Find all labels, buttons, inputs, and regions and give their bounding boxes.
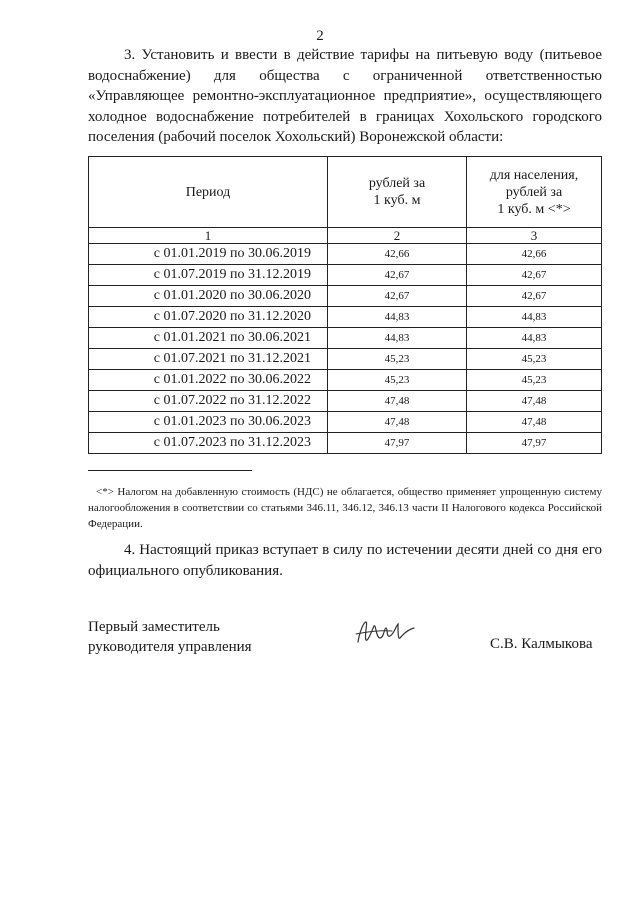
rub-cell: 45,23: [328, 349, 467, 370]
period-cell: с 01.07.2023 по 31.12.2023: [89, 433, 328, 454]
period-cell: с 01.07.2019 по 31.12.2019: [89, 265, 328, 286]
header-rub-line1: рублей за: [368, 176, 426, 191]
header-population: [467, 157, 602, 228]
header-rub-line2: 1 куб. м: [373, 193, 421, 208]
period-cell: с 01.01.2022 по 30.06.2022: [89, 370, 328, 391]
column-number: 2: [328, 228, 467, 244]
signatory-title-line1: Первый заместитель: [88, 619, 220, 635]
period-cell: с 01.01.2021 по 30.06.2021: [89, 328, 328, 349]
rub-cell: 45,23: [328, 370, 467, 391]
header-rub-per-m3: [328, 157, 467, 228]
period-cell: с 01.01.2023 по 30.06.2023: [89, 412, 328, 433]
population-cell: 47,48: [467, 412, 602, 433]
period-cell: с 01.07.2022 по 31.12.2022: [89, 391, 328, 412]
table-row: [89, 286, 602, 307]
page-number: 2: [316, 28, 324, 44]
table-row: [89, 328, 602, 349]
population-cell: 47,48: [467, 391, 602, 412]
population-cell: 44,83: [467, 307, 602, 328]
rub-cell: 42,67: [328, 265, 467, 286]
population-cell: 42,67: [467, 265, 602, 286]
rub-cell: 44,83: [328, 307, 467, 328]
table-row: [89, 433, 602, 454]
column-number: 3: [467, 228, 602, 244]
signatory-title-line2: руководителя управления: [88, 639, 252, 655]
signatory-name: С.В. Калмыкова: [490, 636, 593, 652]
header-pop-line2: рублей за: [505, 184, 563, 200]
table-row: [89, 244, 602, 265]
tariff-table: [88, 156, 602, 454]
table-row: [89, 265, 602, 286]
header-pop-line1: для населения,: [489, 167, 579, 183]
population-cell: 42,66: [467, 244, 602, 265]
population-cell: 42,67: [467, 286, 602, 307]
handwritten-signature: [352, 612, 416, 652]
table-header-row: [89, 157, 602, 228]
period-cell: с 01.01.2019 по 30.06.2019: [89, 244, 328, 265]
column-number-row: [89, 228, 602, 244]
footnote-divider: [88, 470, 252, 471]
period-cell: с 01.01.2020 по 30.06.2020: [89, 286, 328, 307]
population-cell: 44,83: [467, 328, 602, 349]
paragraph-3: 3. Установить и ввести в действие тарифы на питьевую воду (питьевое водоснабжение) для общества с ограниченной ответственностью «Управляющее ремонтно-эксплуатационное предприятие», осуществляющего холодное водоснабжение потребителей в границах Хохольского городского поселения (рабочий поселок Хохольский) Воронежской области:: [88, 47, 602, 145]
table-row: [89, 412, 602, 433]
header-period: Период: [89, 157, 328, 228]
population-cell: 45,23: [467, 370, 602, 391]
table-row: [89, 391, 602, 412]
footnote: <*> Налогом на добавленную стоимость (НДС) не облагается, общество применяет упрощенную систему налогообложения в соответствии со статьями 346.11, 346.12, 346.13 части II Налогового кодекса Российской Федерации.: [88, 486, 602, 530]
rub-cell: 47,48: [328, 412, 467, 433]
rub-cell: 47,97: [328, 433, 467, 454]
column-number: 1: [89, 228, 328, 244]
signatory-title: [88, 617, 252, 657]
table-row: [89, 349, 602, 370]
rub-cell: 47,48: [328, 391, 467, 412]
header-pop-line3: 1 куб. м <*>: [497, 201, 571, 217]
rub-cell: 44,83: [328, 328, 467, 349]
population-cell: 47,97: [467, 433, 602, 454]
paragraph-4: 4. Настоящий приказ вступает в силу по истечении десяти дней со дня его официального опубликования.: [88, 542, 602, 579]
table-row: [89, 370, 602, 391]
period-cell: с 01.07.2021 по 31.12.2021: [89, 349, 328, 370]
period-cell: с 01.07.2020 по 31.12.2020: [89, 307, 328, 328]
rub-cell: 42,66: [328, 244, 467, 265]
table-row: [89, 307, 602, 328]
population-cell: 45,23: [467, 349, 602, 370]
rub-cell: 42,67: [328, 286, 467, 307]
